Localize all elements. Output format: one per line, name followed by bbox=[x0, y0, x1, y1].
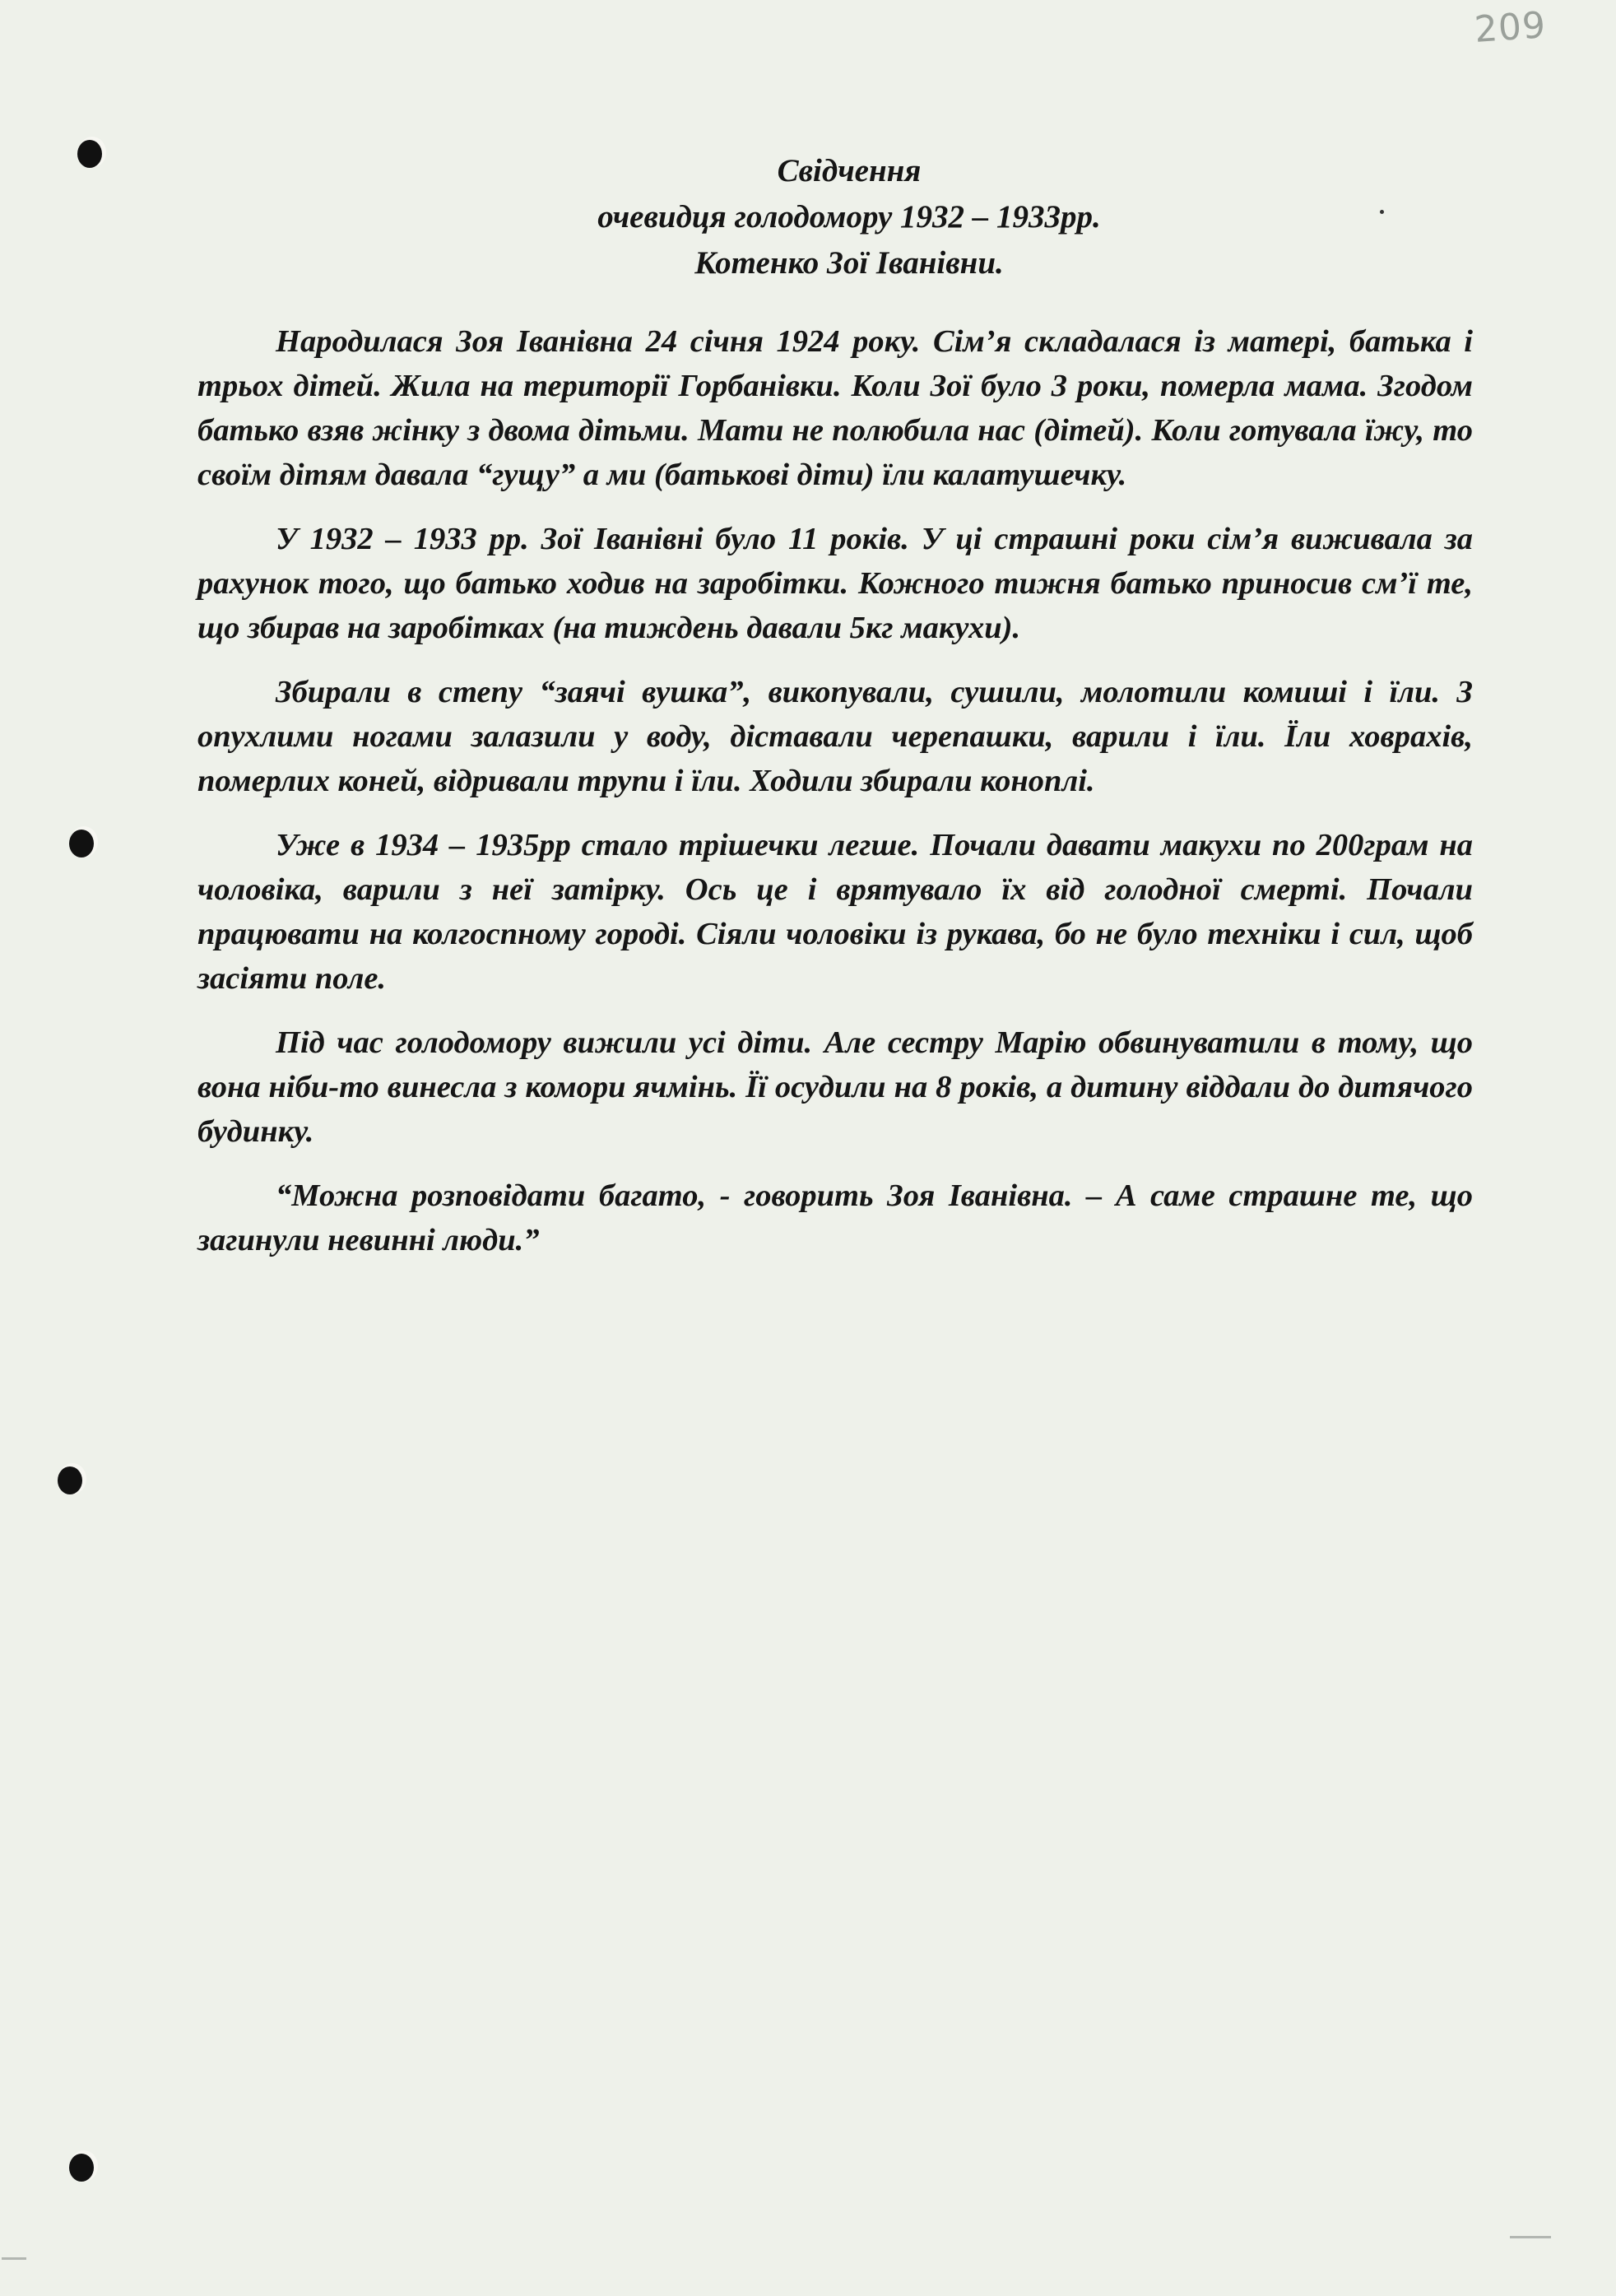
punch-hole bbox=[58, 1466, 82, 1494]
paragraph: Під час голодомору вижили усі діти. Але сестру Марію обвинуватили в тому, що вона ніби-то винесла з комори ячмінь. Її осудили на 8 років, а дитину віддали до дитячого будинку. bbox=[197, 1025, 1473, 1149]
witness-name: Котенко Зої Іванівни. bbox=[694, 245, 1004, 281]
handwritten-page-number: 209 bbox=[1473, 4, 1548, 51]
punch-hole bbox=[69, 830, 94, 858]
paragraph: Уже в 1934 – 1935рр стало трішечки легше. Почали давати макухи по 200грам на чоловіка, варили з неї затірку. Ось це і врятувало їх від голодної смерті. Почали працювати на колгоспному городі. Сіяли чоловіки із рукава, бо не було техніки і сил, щоб засіяти поле. bbox=[197, 828, 1473, 996]
paragraph: Народилася Зоя Іванівна 24 січня 1924 року. Сім’я складалася із матері, батька і трьох дітей. Жила на території Горбанівки. Коли Зої було 3 роки, померла мама. Згодом батько взяв жінку з двома дітьми. Мати не полюбила нас (дітей). Коли готувала їжу, то своїм дітям давала “гущу” а ми (батькові діти) їли калатушечку. bbox=[197, 324, 1473, 492]
document-title: Свідчення bbox=[777, 153, 922, 188]
paragraph: “Можна розповідати багато, - говорить Зоя Іванівна. – А саме страшне те, що загинули невинні люди.” bbox=[197, 1178, 1473, 1257]
document-header bbox=[0, 148, 1616, 286]
document-subtitle: очевидця голодомору 1932 – 1933рр. bbox=[597, 199, 1101, 235]
paper-smudge bbox=[1510, 2236, 1551, 2238]
punch-hole bbox=[69, 2154, 94, 2182]
testimony-body bbox=[197, 319, 1473, 1282]
paragraph: У 1932 – 1933 рр. Зої Іванівні було 11 років. У ці страшні роки сім’я виживала за рахунок того, що батько ходив на заробітки. Кожного тижня батько приносив см’ї те, що збирав на заробітках (на тиждень давали 5кг макухи). bbox=[197, 522, 1473, 645]
paragraph: Збирали в степу “заячі вушка”, викопували, сушили, молотили комиші і їли. З опухлими ногами залазили у воду, діставали черепашки, варили і їли. Їли ховрахів, померлих коней, відривали трупи і їли. Ходили збирали коноплі. bbox=[197, 675, 1473, 798]
paper-smudge bbox=[2, 2257, 26, 2260]
